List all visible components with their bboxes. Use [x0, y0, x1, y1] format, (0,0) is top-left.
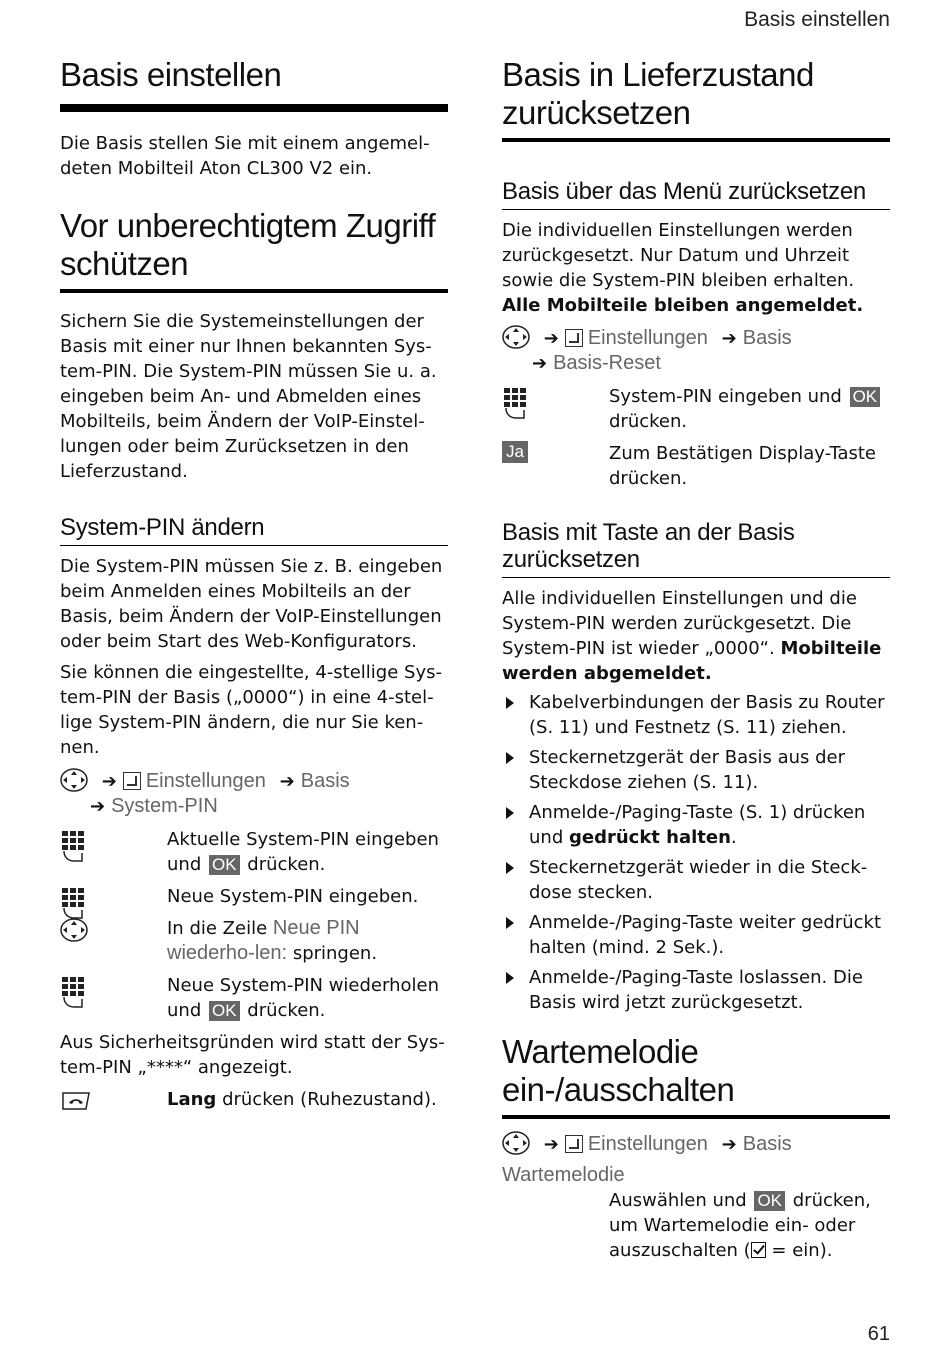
intro-text: Die Basis stellen Sie mit einem angemel-deten Mobilteil Aton CL300 V2 ein. [60, 133, 430, 179]
key-reset-text: Alle individuellen Einstellungen und die System-PIN werden zurückgesetzt. Die System-PIN ist wieder „0000“. [502, 588, 857, 659]
melody-text-a: Auswählen und [609, 1190, 747, 1211]
protect-heading: Vor unberechtigtem Zugriff schützen [60, 207, 448, 293]
pin-paragraph-2: Sie können die eingestellte, 4-stellige Sys-tem-PIN der Basis („0000“) in eine 4-stel-lige System-PIN ändern, die nur Sie ken-nen. [60, 662, 442, 758]
ok-key-icon: OK [209, 855, 240, 875]
navigation-key-icon [60, 768, 88, 792]
menu-system-pin: System-PIN [111, 795, 218, 817]
menu-reset-bold: Alle Mobilteile bleiben angemeldet. [502, 295, 864, 316]
melody-text-b: drücken, um Wartemelodie ein- oder auszuschalten ( [609, 1190, 871, 1261]
list-item: Anmelde-/Paging-Taste loslassen. Die Basis wird jetzt zurückgesetzt. [502, 965, 890, 1015]
keypad-icon [502, 386, 530, 420]
keypad-icon [60, 886, 88, 920]
pin-step-4-end: drücken. [247, 1000, 326, 1021]
end-call-key-icon [60, 1089, 92, 1113]
checkbox-checked-icon [751, 1242, 766, 1258]
list-item: Steckernetzgerät der Basis aus der Steckdose ziehen (S. 11). [502, 745, 890, 795]
menu-wartemelodie: Wartemelodie [502, 1164, 625, 1186]
menu-basis: Basis [742, 327, 792, 349]
menu-reset-heading: Basis über das Menü zurücksetzen [502, 178, 890, 210]
keypad-icon [60, 829, 88, 863]
running-title: Basis einstellen [744, 8, 890, 31]
bullet-triangle-icon [506, 917, 514, 929]
settings-menu-icon [565, 329, 583, 347]
menu-basis: Basis [300, 770, 350, 792]
arrow-icon: ➔ [90, 796, 106, 817]
bullet-triangle-icon [506, 972, 514, 984]
key-reset-heading: Basis mit Taste an der Basis zurücksetzen [502, 519, 890, 578]
menu-settings: Einstellungen [145, 770, 266, 792]
bullet-triangle-icon [506, 807, 514, 819]
arrow-icon: ➔ [543, 1134, 559, 1155]
pin-final-step [60, 1087, 448, 1112]
right-column [502, 56, 890, 1263]
bullet-triangle-icon [506, 697, 514, 709]
protect-paragraph: Sichern Sie die Systemeinstellungen der Basis mit einer nur Ihnen bekannten Sys-tem-PIN. Die System-PIN müssen Sie u. a. eingeben beim An- und Abmelden eines Mobilteils, beim Ändern der VoIP-Einstel-lungen oder beim Zurücksetzen in den Lieferzustand. [60, 311, 437, 482]
pin-final-text: drücken (Ruhezustand). [222, 1089, 437, 1110]
arrow-icon: ➔ [101, 771, 117, 792]
settings-menu-icon [565, 1135, 583, 1153]
reset-step-2-text: Zum Bestätigen Display-Taste drücken. [609, 443, 877, 489]
reset-step-1 [502, 384, 890, 434]
pin-step-1 [60, 827, 448, 877]
reset-steps-list [502, 690, 890, 1015]
pin-step-3-text: In die Zeile [167, 918, 268, 939]
pin-heading: System-PIN ändern [60, 514, 448, 546]
list-item: Steckernetzgerät wieder in die Steck-dose stecken. [502, 855, 890, 905]
pin-step-1-end: drücken. [247, 854, 326, 875]
menu-reset-paragraph [502, 218, 890, 318]
menu-basis: Basis [742, 1133, 792, 1155]
navigation-key-icon [502, 1131, 530, 1155]
reset-heading: Basis in Lieferzustand zurücksetzen [502, 56, 890, 142]
arrow-icon: ➔ [721, 328, 737, 349]
menu-basis-reset: Basis-Reset [553, 352, 661, 374]
ja-display-key: Ja [502, 441, 528, 463]
pin-menu-path [60, 768, 448, 819]
left-column [60, 56, 448, 1112]
arrow-icon: ➔ [543, 328, 559, 349]
pin-step-3 [60, 916, 448, 966]
key-reset-paragraph [502, 586, 890, 686]
melody-menu-path [502, 1131, 890, 1188]
reset-menu-path [502, 325, 890, 376]
arrow-icon: ➔ [532, 353, 548, 374]
pin-step-4 [60, 973, 448, 1023]
pin-step-1-text: Aktuelle System-PIN eingeben und [167, 829, 439, 875]
menu-reset-text: Die individuellen Einstellungen werden zurückgesetzt. Nur Datum und Uhrzeit sowie die System-PIN bleiben erhalten. [502, 220, 855, 291]
pin-step-2-text: Neue System-PIN eingeben. [167, 886, 419, 907]
settings-menu-icon [123, 772, 141, 790]
list-item: Anmelde-/Paging-Taste weiter gedrückt halten (mind. 2 Sek.). [502, 910, 890, 960]
bullet-triangle-icon [506, 862, 514, 874]
long-press-label: Lang [167, 1089, 217, 1110]
keypad-icon [60, 975, 88, 1009]
melody-heading: Wartemelodie ein-/ausschalten [502, 1033, 890, 1119]
arrow-icon: ➔ [279, 771, 295, 792]
pin-note: Aus Sicherheitsgründen wird statt der Sys-tem-PIN „****“ angezeigt. [60, 1032, 445, 1078]
pin-step-3-menu-line: Neue PIN wiederho-len: [167, 917, 360, 964]
bullet-triangle-icon [506, 752, 514, 764]
pin-step-4-text: Neue System-PIN wiederholen und [167, 975, 439, 1021]
page-number: 61 [867, 1323, 890, 1345]
pin-step-3-end: springen. [292, 943, 378, 964]
page-title: Basis einstellen [60, 56, 448, 112]
navigation-key-icon [60, 918, 88, 942]
list-item: Kabelverbindungen der Basis zu Router (S. 11) und Festnetz (S. 11) ziehen. [502, 690, 890, 740]
ok-key-icon: OK [209, 1001, 240, 1021]
list-item: Anmelde-/Paging-Taste (S. 1) drücken und gedrückt halten. [502, 800, 890, 850]
ok-key-icon: OK [850, 387, 881, 407]
pin-paragraph-1: Die System-PIN müssen Sie z. B. eingeben beim Anmelden eines Mobilteils an der Basis, beim Ändern der VoIP-Einstellungen oder beim Start des Web-Konfigurators. [60, 556, 443, 652]
arrow-icon: ➔ [721, 1134, 737, 1155]
pin-step-2 [60, 884, 448, 909]
melody-step [502, 1188, 890, 1263]
menu-settings: Einstellungen [587, 1133, 708, 1155]
melody-text-c: = ein). [771, 1240, 833, 1261]
navigation-key-icon [502, 325, 530, 349]
reset-step-1-end: drücken. [609, 411, 688, 432]
reset-step-2 [502, 441, 890, 491]
reset-step-1-text: System-PIN eingeben und [609, 386, 842, 407]
key-reset-bold: Mobilteile werden abgemeldet. [502, 638, 882, 684]
menu-settings: Einstellungen [587, 327, 708, 349]
ok-key-icon: OK [754, 1191, 785, 1211]
